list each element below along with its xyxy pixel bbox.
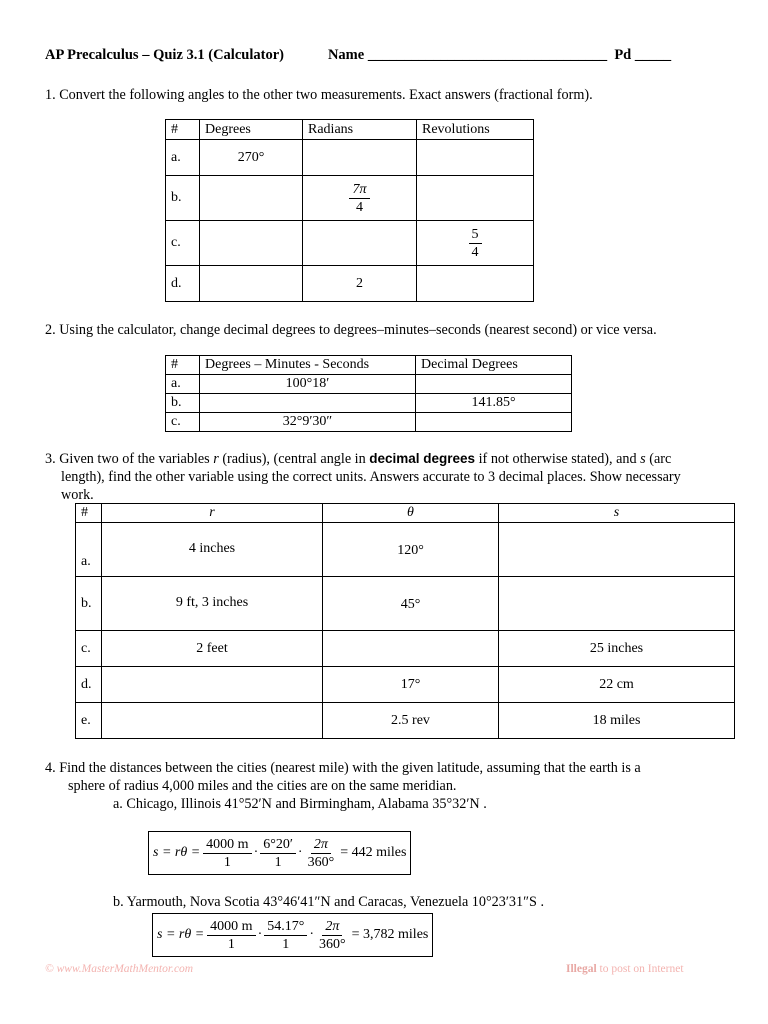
radians-value: 2 xyxy=(303,266,417,302)
q3-prompt xyxy=(45,450,735,504)
decimal-value: 141.85° xyxy=(416,394,572,413)
dms-answer-cell[interactable] xyxy=(200,394,416,413)
s-value: 18 miles xyxy=(499,703,735,739)
formula-lhs: s = rθ = xyxy=(157,927,205,942)
theta-value: 2.5 rev xyxy=(323,703,499,739)
quiz-title: AP Precalculus – Quiz 3.1 (Calculator) xyxy=(45,47,284,63)
degrees-value: 270° xyxy=(200,140,303,176)
q3-text: work. xyxy=(61,487,94,503)
q2-prompt: 2. Using the calculator, change decimal degrees to degrees–minutes–seconds (nearest second) or vice versa. xyxy=(45,322,657,338)
q1-prompt: 1. Convert the following angles to the other two measurements. Exact answers (fractional form). xyxy=(45,87,593,103)
q2-table xyxy=(165,355,572,432)
radians-answer-cell[interactable] xyxy=(303,221,417,266)
q1-table xyxy=(165,119,534,302)
fraction-numerator: 2π xyxy=(322,918,342,936)
fraction-numerator: 4000 m xyxy=(203,836,251,854)
q4-text: 4. Find the distances between the cities (nearest mile) with the given latitude, assuming that the earth is a xyxy=(45,760,641,776)
q3-text: 3. Given two of the variables xyxy=(45,451,214,467)
footer-illegal: Illegal xyxy=(566,963,597,975)
row-label: d. xyxy=(166,266,200,302)
table-row xyxy=(166,221,534,266)
footer-notice xyxy=(566,963,684,975)
row-label: b. xyxy=(166,394,200,413)
r-value: 2 feet xyxy=(102,631,323,667)
fraction-denominator: 4 xyxy=(471,244,479,260)
q3-bold-text: decimal degrees xyxy=(369,451,476,466)
fraction-numerator: 4000 m xyxy=(207,918,255,936)
name-field[interactable]: Name _________________________________ xyxy=(327,47,608,63)
table-row xyxy=(166,176,534,221)
decimal-answer-cell[interactable] xyxy=(416,413,572,432)
radians-value xyxy=(303,176,417,221)
q2-header-decimal: Decimal Degrees xyxy=(416,356,572,375)
degrees-answer-cell[interactable] xyxy=(200,176,303,221)
fraction-numerator: 6°20′ xyxy=(260,836,296,854)
s-value: 22 cm xyxy=(499,667,735,703)
quiz-header xyxy=(45,47,671,64)
q2-header-dms: Degrees – Minutes - Seconds xyxy=(200,356,416,375)
q1-header-revolutions: Revolutions xyxy=(417,120,534,140)
q3-header-r: r xyxy=(102,504,323,523)
q3-header-theta: θ xyxy=(323,504,499,523)
revolutions-answer-cell[interactable] xyxy=(417,266,534,302)
q3-text: length), find the other variable using the correct units. Answers accurate to 3 decimal places. Show necessary xyxy=(61,469,681,485)
fraction-denominator: 1 xyxy=(223,854,231,870)
degrees-answer-cell[interactable] xyxy=(200,221,303,266)
var-r: r xyxy=(213,451,219,467)
theta-value: 120° xyxy=(323,523,499,577)
table-row xyxy=(166,394,572,413)
row-label: c. xyxy=(166,413,200,432)
row-label: c. xyxy=(166,221,200,266)
fraction-numerator: 7π xyxy=(349,181,369,199)
row-label: d. xyxy=(76,667,102,703)
table-row xyxy=(76,631,735,667)
radians-answer-cell[interactable] xyxy=(303,140,417,176)
q3-header-s: s xyxy=(499,504,735,523)
q3-header-num: # xyxy=(76,504,102,523)
table-row xyxy=(76,667,735,703)
s-answer-cell[interactable] xyxy=(499,523,735,577)
fraction-denominator: 1 xyxy=(282,936,290,952)
dms-value: 32°9′30″ xyxy=(200,413,416,432)
q1-header-num: # xyxy=(166,120,200,140)
r-answer-cell[interactable] xyxy=(102,667,323,703)
q1-header-degrees: Degrees xyxy=(200,120,303,140)
q1-header-radians: Radians xyxy=(303,120,417,140)
r-value: 4 inches xyxy=(102,523,323,577)
r-value: 9 ft, 3 inches xyxy=(102,577,323,631)
s-answer-cell[interactable] xyxy=(499,577,735,631)
period-field[interactable]: Pd _____ xyxy=(614,47,672,63)
formula-result: = 442 miles xyxy=(340,845,407,860)
table-row xyxy=(76,703,735,739)
fraction-denominator: 360° xyxy=(319,936,346,952)
row-label: a. xyxy=(76,523,102,577)
fraction-numerator: 54.17° xyxy=(264,918,307,936)
s-value: 25 inches xyxy=(499,631,735,667)
q4-text: sphere of radius 4,000 miles and the cities are on the same meridian. xyxy=(68,778,457,794)
q4a-answer-box xyxy=(148,831,411,875)
dms-value: 100°18′ xyxy=(200,375,416,394)
formula-lhs: s = rθ = xyxy=(153,845,201,860)
q3-table xyxy=(75,503,735,739)
row-label: a. xyxy=(166,375,200,394)
revolutions-answer-cell[interactable] xyxy=(417,140,534,176)
fraction-denominator: 360° xyxy=(307,854,335,870)
var-s: s xyxy=(640,451,646,467)
formula-result: = 3,782 miles xyxy=(351,927,429,942)
row-label: e. xyxy=(76,703,102,739)
q3-text: if not otherwise stated), and xyxy=(475,451,641,467)
row-label: b. xyxy=(166,176,200,221)
revolutions-value xyxy=(417,221,534,266)
theta-value: 45° xyxy=(323,577,499,631)
theta-answer-cell[interactable] xyxy=(323,631,499,667)
q4b-text: b. Yarmouth, Nova Scotia 43°46′41″N and Caracas, Venezuela 10°23′31″S . xyxy=(113,894,545,910)
q4-prompt xyxy=(45,759,641,795)
table-row xyxy=(76,523,735,577)
r-answer-cell[interactable] xyxy=(102,703,323,739)
footer-notice-text: to post on Internet xyxy=(596,963,684,975)
q2-header-num: # xyxy=(166,356,200,375)
table-row xyxy=(166,375,572,394)
fraction-denominator: 4 xyxy=(355,199,363,215)
multiply-dot: · xyxy=(257,927,263,942)
fraction-denominator: 1 xyxy=(227,936,235,952)
degrees-answer-cell[interactable] xyxy=(200,266,303,302)
q4a-text: a. Chicago, Illinois 41°52′N and Birmingham, Alabama 35°32′N . xyxy=(113,796,487,812)
decimal-answer-cell[interactable] xyxy=(416,375,572,394)
fraction-numerator: 2π xyxy=(311,836,331,854)
table-row xyxy=(166,413,572,432)
row-label: a. xyxy=(166,140,200,176)
fraction-denominator: 1 xyxy=(274,854,282,870)
theta-value: 17° xyxy=(323,667,499,703)
table-row xyxy=(76,577,735,631)
q4b-answer-box xyxy=(152,913,433,957)
multiply-dot: · xyxy=(253,845,259,860)
fraction-numerator: 5 xyxy=(469,226,482,244)
table-row xyxy=(166,266,534,302)
row-label: b. xyxy=(76,577,102,631)
revolutions-answer-cell[interactable] xyxy=(417,176,534,221)
row-label: c. xyxy=(76,631,102,667)
footer-copyright: © www.MasterMathMentor.com xyxy=(45,963,194,975)
table-row xyxy=(166,140,534,176)
q3-text: (arc xyxy=(645,451,672,467)
multiply-dot: · xyxy=(297,845,303,860)
q3-text: (radius), (central angle in xyxy=(218,451,370,467)
multiply-dot: · xyxy=(309,927,315,942)
